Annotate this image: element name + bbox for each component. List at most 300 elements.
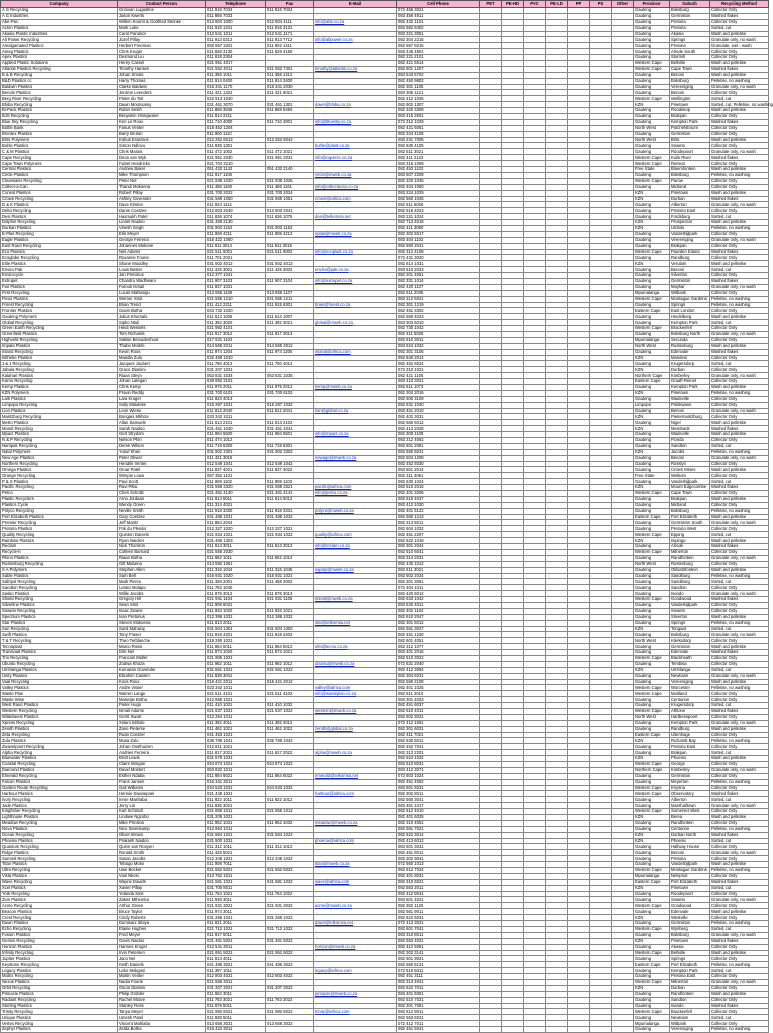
- cell-province[interactable]: North West: [634, 561, 670, 567]
- cell-company[interactable]: Horizon Plastics: [1, 944, 118, 950]
- cell-province[interactable]: Gauteng: [634, 997, 670, 1003]
- cell-suburb[interactable]: Benoni: [670, 90, 710, 96]
- cell-fax[interactable]: 012 804 4111: [266, 19, 314, 25]
- cell-province[interactable]: KZN: [634, 832, 670, 838]
- cell-telephone[interactable]: 031 451 1040: [206, 426, 266, 432]
- cell-telephone[interactable]: 033 342 1011: [206, 414, 266, 420]
- cell-contact-person[interactable]: Werner Smit: [118, 296, 206, 302]
- cell-cell-phone[interactable]: 083 314 2031: [397, 555, 480, 561]
- cell-telephone[interactable]: 011 812 2040: [206, 408, 266, 414]
- cell-recycling-method[interactable]: Granulate only, no wash: [710, 632, 769, 638]
- cell-contact-person[interactable]: Wimpie Louw: [118, 473, 206, 479]
- cell-recycling-method[interactable]: Wash and pelletise: [710, 514, 769, 520]
- cell-recycling-method[interactable]: Collector Only: [710, 379, 769, 385]
- cell-province[interactable]: Gauteng: [634, 956, 670, 962]
- cell-contact-person[interactable]: Gert Strydom: [118, 432, 206, 438]
- cell-recycling-method[interactable]: Wash and pelletise: [710, 726, 769, 732]
- cell-recycling-method[interactable]: Granulate only, no wash: [710, 555, 769, 561]
- cell-email[interactable]: brian@forest.co.za: [314, 302, 397, 308]
- cell-cell-phone[interactable]: 083 310 8011: [397, 932, 480, 938]
- cell-company[interactable]: Elite Plastics: [1, 261, 118, 267]
- cell-recycling-method[interactable]: Collector Only: [710, 561, 769, 567]
- cell-recycling-method[interactable]: Wash and pelletise: [710, 467, 769, 473]
- cell-telephone[interactable]: 023 342 1011: [206, 685, 266, 691]
- cell-company[interactable]: Eco Plastics: [1, 249, 118, 255]
- cell-suburb[interactable]: Welkom: [670, 473, 710, 479]
- cell-province[interactable]: KZN: [634, 626, 670, 632]
- cell-province[interactable]: Gauteng: [634, 573, 670, 579]
- cell-cell-phone[interactable]: 082 510 6041: [397, 549, 480, 555]
- cell-province[interactable]: Western Cape: [634, 868, 670, 874]
- cell-company[interactable]: Metro Plastics: [1, 420, 118, 426]
- cell-email[interactable]: global@mweb.co.za: [314, 320, 397, 326]
- cell-cell-phone[interactable]: 082 404 1050: [397, 184, 480, 190]
- cell-cell-phone[interactable]: 082 451 6037: [397, 703, 480, 709]
- cell-suburb[interactable]: Klerksdorp: [670, 638, 710, 644]
- cell-contact-person[interactable]: Koos Roux: [118, 679, 206, 685]
- cell-contact-person[interactable]: Wendy Green: [118, 502, 206, 508]
- cell-recycling-method[interactable]: Collector Only: [710, 661, 769, 667]
- cell-company[interactable]: Global Recycling: [1, 320, 118, 326]
- cell-company[interactable]: Central Plastics: [1, 167, 118, 173]
- cell-telephone[interactable]: 021 712 1021: [206, 926, 266, 932]
- cell-email[interactable]: trinity@iafrica.com: [314, 1009, 397, 1015]
- cell-recycling-method[interactable]: Wash and pelletise: [710, 167, 769, 173]
- cell-contact-person[interactable]: Lara Kruger: [118, 396, 206, 402]
- cell-suburb[interactable]: Isipingo: [670, 538, 710, 544]
- cell-cell-phone[interactable]: 082 622 1018: [397, 538, 480, 544]
- cell-province[interactable]: Gauteng: [634, 720, 670, 726]
- cell-cell-phone[interactable]: 082 312 4108: [397, 249, 480, 255]
- cell-fax[interactable]: 011 915 6301: [266, 302, 314, 308]
- cell-email[interactable]: harbour@iafrica.com: [314, 791, 397, 797]
- cell-company[interactable]: Jabula Recycling: [1, 367, 118, 373]
- cell-suburb[interactable]: Pretoria: [670, 25, 710, 31]
- cell-recycling-method[interactable]: Collector Only: [710, 655, 769, 661]
- cell-telephone[interactable]: 021 637 1021: [206, 708, 266, 714]
- cell-province[interactable]: Gauteng: [634, 591, 670, 597]
- cell-province[interactable]: KZN: [634, 815, 670, 821]
- cell-contact-person[interactable]: Zelda Botha: [118, 1027, 206, 1033]
- cell-fax[interactable]: 031 504 1302: [266, 626, 314, 632]
- cell-contact-person[interactable]: Marietjie Botha: [118, 697, 206, 703]
- cell-suburb[interactable]: Observatory: [670, 791, 710, 797]
- cell-company[interactable]: Forest Recycling: [1, 302, 118, 308]
- cell-telephone[interactable]: 022 913 1040: [206, 96, 266, 102]
- cell-recycling-method[interactable]: Washed flakes: [710, 278, 769, 284]
- cell-company[interactable]: Diamond Plastics: [1, 767, 118, 773]
- cell-contact-person[interactable]: Xolani Sithole: [118, 720, 206, 726]
- cell-cell-phone[interactable]: 082 902 1307: [397, 102, 480, 108]
- cell-fax[interactable]: 031 700 2024: [266, 190, 314, 196]
- cell-contact-person[interactable]: Irene Mashaba: [118, 797, 206, 803]
- cell-suburb[interactable]: Kuils River: [670, 155, 710, 161]
- cell-company[interactable]: Circle Plastics: [1, 172, 118, 178]
- cell-fax[interactable]: 012 327 1021: [266, 526, 314, 532]
- cell-cell-phone[interactable]: 083 445 4901: [397, 49, 480, 55]
- cell-cell-phone[interactable]: 082 511 3021: [397, 149, 480, 155]
- cell-cell-phone[interactable]: 082 451 8011: [397, 850, 480, 856]
- cell-company[interactable]: Eagle Plastics: [1, 237, 118, 243]
- cell-contact-person[interactable]: Johannes Mokone: [118, 243, 206, 249]
- cell-contact-person[interactable]: Harry Thomas: [118, 78, 206, 84]
- cell-suburb[interactable]: Vereeniging: [670, 84, 710, 90]
- cell-suburb[interactable]: Pretoria East: [670, 974, 710, 980]
- cell-recycling-method[interactable]: Washed flakes: [710, 426, 769, 432]
- cell-cell-phone[interactable]: 082 221 2101: [397, 55, 480, 61]
- cell-contact-person[interactable]: Arno Jordaan: [118, 496, 206, 502]
- cell-suburb[interactable]: Fordsburg: [670, 214, 710, 220]
- cell-suburb[interactable]: Boksburg: [670, 78, 710, 84]
- cell-telephone[interactable]: 011 975 2011: [206, 385, 266, 391]
- cell-telephone[interactable]: 021 855 1011: [206, 809, 266, 815]
- cell-contact-person[interactable]: Barry Bruton: [118, 131, 206, 137]
- cell-email[interactable]: enviro@pak.co.za: [314, 267, 397, 273]
- cell-recycling-method[interactable]: Washed flakes: [710, 1003, 769, 1009]
- cell-suburb[interactable]: Germiston: [670, 278, 710, 284]
- cell-company[interactable]: E-Plas Recycling: [1, 231, 118, 237]
- cell-province[interactable]: Western Cape: [634, 691, 670, 697]
- cell-recycling-method[interactable]: Collector Only: [710, 367, 769, 373]
- cell-recycling-method[interactable]: Granulate only, no wash: [710, 520, 769, 526]
- cell-cell-phone[interactable]: 082 510 2016: [397, 485, 480, 491]
- cell-cell-phone[interactable]: 072 310 1021: [397, 367, 480, 373]
- cell-province[interactable]: Gauteng: [634, 1015, 670, 1021]
- cell-province[interactable]: Eastern Cape: [634, 514, 670, 520]
- cell-contact-person[interactable]: Danie Coetzee: [118, 208, 206, 214]
- cell-fax[interactable]: 014 565 2012: [266, 343, 314, 349]
- cell-province[interactable]: Gauteng: [634, 1027, 670, 1033]
- cell-suburb[interactable]: Vanderbijlpark: [670, 862, 710, 868]
- cell-recycling-method[interactable]: Collector Only: [710, 697, 769, 703]
- cell-contact-person[interactable]: Elaine Hughes: [118, 926, 206, 932]
- cell-contact-person[interactable]: Susan Jacobs: [118, 856, 206, 862]
- cell-recycling-method[interactable]: Pelletise, no washing: [710, 685, 769, 691]
- cell-company[interactable]: Polyco Recycling: [1, 508, 118, 514]
- cell-fax[interactable]: 011 811 3015: [266, 243, 314, 249]
- cell-telephone[interactable]: 031 205 1021: [206, 815, 266, 821]
- cell-fax[interactable]: 031 451 1041: [266, 426, 314, 432]
- cell-suburb[interactable]: Uitenhage: [670, 732, 710, 738]
- cell-telephone[interactable]: 021 511 6001: [206, 249, 266, 255]
- cell-recycling-method[interactable]: Collector Only: [710, 131, 769, 137]
- cell-fax[interactable]: 011 828 4150: [266, 49, 314, 55]
- cell-contact-person[interactable]: Roxanne Fourie: [118, 255, 206, 261]
- cell-cell-phone[interactable]: 082 563 6021: [397, 1015, 480, 1021]
- cell-province[interactable]: KZN: [634, 938, 670, 944]
- cell-company[interactable]: Falcon Plastics: [1, 779, 118, 785]
- cell-province[interactable]: Gauteng: [634, 856, 670, 862]
- cell-province[interactable]: Gauteng: [634, 579, 670, 585]
- cell-contact-person[interactable]: Nadia Fourie: [118, 979, 206, 985]
- cell-suburb[interactable]: Cape Town: [670, 66, 710, 72]
- cell-contact-person[interactable]: Leon Wiese: [118, 408, 206, 414]
- cell-email[interactable]: dawn@bhiba.co.za: [314, 102, 397, 108]
- cell-company[interactable]: Lark Plastics: [1, 396, 118, 402]
- cell-province[interactable]: Gauteng: [634, 25, 670, 31]
- cell-contact-person[interactable]: Esther Ndaba: [118, 773, 206, 779]
- cell-contact-person[interactable]: Lucas Mahlangu: [118, 290, 206, 296]
- cell-telephone[interactable]: 011 814 2211: [206, 114, 266, 120]
- cell-cell-phone[interactable]: 082 412 3054: [397, 667, 480, 673]
- cell-fax[interactable]: 011 876 3013: [266, 591, 314, 597]
- cell-fax[interactable]: 011 918 3331: [266, 508, 314, 514]
- cell-province[interactable]: KZN: [634, 738, 670, 744]
- cell-province[interactable]: KZN: [634, 915, 670, 921]
- cell-province[interactable]: Northern Cape: [634, 373, 670, 379]
- cell-telephone[interactable]: 031 700 8011: [206, 885, 266, 891]
- cell-suburb[interactable]: Pretoria: [670, 19, 710, 25]
- cell-company[interactable]: Xcel Plastics: [1, 885, 118, 891]
- cell-province[interactable]: Western Cape: [634, 66, 670, 72]
- cell-province[interactable]: Gauteng: [634, 608, 670, 614]
- cell-company[interactable]: Impala Plastics: [1, 343, 118, 349]
- cell-fax[interactable]: 016 421 2012: [266, 679, 314, 685]
- cell-telephone[interactable]: 011 824 1114: [206, 202, 266, 208]
- cell-company[interactable]: Apex Plastics: [1, 55, 118, 61]
- cell-cell-phone[interactable]: 082 310 4051: [397, 820, 480, 826]
- cell-suburb[interactable]: Newtown: [670, 673, 710, 679]
- cell-cell-phone[interactable]: 082 630 4105: [397, 143, 480, 149]
- cell-contact-person[interactable]: Gail Williams: [118, 785, 206, 791]
- cell-contact-person[interactable]: Simon Ndlovu: [118, 143, 206, 149]
- cell-contact-person[interactable]: Gavin Botha: [118, 308, 206, 314]
- cell-suburb[interactable]: Parow: [670, 178, 710, 184]
- cell-telephone[interactable]: 011 813 2011: [206, 620, 266, 626]
- cell-recycling-method[interactable]: Collector Only: [710, 255, 769, 261]
- cell-province[interactable]: Gauteng: [634, 420, 670, 426]
- cell-telephone[interactable]: 012 803 4021: [206, 974, 266, 980]
- cell-cell-phone[interactable]: 082 304 5031: [397, 673, 480, 679]
- cell-telephone[interactable]: 011 314 4021: [206, 502, 266, 508]
- cell-recycling-method[interactable]: Pelletise, no washing: [710, 826, 769, 832]
- cell-recycling-method[interactable]: Collector Only: [710, 785, 769, 791]
- cell-province[interactable]: Gauteng: [634, 703, 670, 709]
- cell-fax[interactable]: 021 552 5022: [266, 868, 314, 874]
- cell-recycling-method[interactable]: Collector Only: [710, 915, 769, 921]
- header-suburb[interactable]: Suburb: [670, 1, 710, 8]
- cell-email[interactable]: pinnacle@mweb.co.za: [314, 991, 397, 997]
- cell-company[interactable]: Keystone Recycling: [1, 962, 118, 968]
- cell-province[interactable]: Northern Cape: [634, 767, 670, 773]
- cell-recycling-method[interactable]: Collector Only: [710, 873, 769, 879]
- cell-cell-phone[interactable]: 082 432 1101: [397, 19, 480, 25]
- cell-province[interactable]: Gauteng: [634, 284, 670, 290]
- cell-contact-person[interactable]: Johan Smuts: [118, 72, 206, 78]
- cell-telephone[interactable]: 011 783 1040: [206, 585, 266, 591]
- cell-telephone[interactable]: 031 579 1031: [206, 756, 266, 762]
- cell-cell-phone[interactable]: 082 313 6011: [397, 520, 480, 526]
- cell-province[interactable]: Gauteng: [634, 37, 670, 43]
- cell-recycling-method[interactable]: Collector Only: [710, 985, 769, 991]
- cell-suburb[interactable]: Durban: [670, 196, 710, 202]
- cell-company[interactable]: P & S Plastics: [1, 479, 118, 485]
- cell-telephone[interactable]: 011 952 1031: [206, 820, 266, 826]
- cell-cell-phone[interactable]: 082 401 3206: [397, 491, 480, 497]
- cell-contact-person[interactable]: Zakes Mthembu: [118, 897, 206, 903]
- cell-province[interactable]: Gauteng: [634, 331, 670, 337]
- cell-contact-person[interactable]: Dirk Nel: [118, 650, 206, 656]
- cell-cell-phone[interactable]: 082 630 5011: [397, 738, 480, 744]
- cell-fax[interactable]: 011 918 4402: [266, 632, 314, 638]
- cell-contact-person[interactable]: Faizel Hendricks: [118, 161, 206, 167]
- cell-company[interactable]: Nexus Plastics: [1, 979, 118, 985]
- cell-cell-phone[interactable]: 082 451 4062: [397, 779, 480, 785]
- cell-recycling-method[interactable]: Collector Only: [710, 355, 769, 361]
- cell-contact-person[interactable]: Solly Maluleke: [118, 402, 206, 408]
- cell-company[interactable]: N & P Recycling: [1, 438, 118, 444]
- cell-company[interactable]: Kalahari Plastics: [1, 373, 118, 379]
- cell-suburb[interactable]: Stormill: [670, 55, 710, 61]
- cell-suburb[interactable]: Umhlanga: [670, 667, 710, 673]
- cell-cell-phone[interactable]: 082 602 3021: [397, 714, 480, 720]
- cell-telephone[interactable]: 011 908 7011: [206, 862, 266, 868]
- cell-cell-phone[interactable]: 082 313 4041: [397, 979, 480, 985]
- cell-contact-person[interactable]: Dumisani Sibiya: [118, 921, 206, 927]
- cell-suburb[interactable]: Vereeniging: [670, 679, 710, 685]
- cell-recycling-method[interactable]: Washed flakes: [710, 879, 769, 885]
- cell-contact-person[interactable]: Ravi Pillai: [118, 485, 206, 491]
- cell-telephone[interactable]: 035 789 1041: [206, 738, 266, 744]
- cell-recycling-method[interactable]: Collector Only: [710, 308, 769, 314]
- cell-cell-phone[interactable]: 082 311 4061: [397, 473, 480, 479]
- cell-company[interactable]: Ameg Plastics: [1, 49, 118, 55]
- cell-province[interactable]: Gauteng: [634, 455, 670, 461]
- cell-suburb[interactable]: Randburg: [670, 255, 710, 261]
- cell-company[interactable]: Kingfisher Recycling: [1, 809, 118, 815]
- cell-province[interactable]: Gauteng: [634, 231, 670, 237]
- cell-telephone[interactable]: 032 459 1010: [206, 355, 266, 361]
- cell-province[interactable]: Eastern Cape: [634, 308, 670, 314]
- cell-contact-person[interactable]: Oscar Dlamini: [118, 985, 206, 991]
- cell-suburb[interactable]: Pinetown: [670, 102, 710, 108]
- cell-recycling-method[interactable]: Collector Only: [710, 638, 769, 644]
- cell-recycling-method[interactable]: Wash and pelletise: [710, 420, 769, 426]
- cell-company[interactable]: Radiant Recycling: [1, 997, 118, 1003]
- cell-pvc[interactable]: [524, 1027, 546, 1033]
- cell-company[interactable]: Soweto Recycling: [1, 608, 118, 614]
- cell-recycling-method[interactable]: Pelletise, no washing: [710, 508, 769, 514]
- cell-province[interactable]: KZN: [634, 225, 670, 231]
- cell-company[interactable]: Natal Polymers: [1, 449, 118, 455]
- cell-province[interactable]: Western Cape: [634, 785, 670, 791]
- cell-fax[interactable]: 031 903 1153: [266, 225, 314, 231]
- cell-recycling-method[interactable]: Sorted, cut: [710, 797, 769, 803]
- cell-telephone[interactable]: 031 461 3070: [206, 102, 266, 108]
- cell-company[interactable]: Zulu Plastics: [1, 738, 118, 744]
- cell-cell-phone[interactable]: 082 510 7021: [397, 997, 480, 1003]
- cell-province[interactable]: Gauteng: [634, 502, 670, 508]
- cell-contact-person[interactable]: Gerrit Swart: [118, 714, 206, 720]
- cell-contact-person[interactable]: Vusi Nkosi: [118, 873, 206, 879]
- cell-province[interactable]: Western Cape: [634, 155, 670, 161]
- cell-contact-person[interactable]: Arthur Green: [118, 903, 206, 909]
- cell-recycling-method[interactable]: Pelletise, no washing: [710, 302, 769, 308]
- cell-telephone[interactable]: 011 421 1322: [206, 90, 266, 96]
- cell-company[interactable]: Summit Recycling: [1, 856, 118, 862]
- cell-contact-person[interactable]: Grace Dlamini: [118, 367, 206, 373]
- cell-company[interactable]: Amalgamated Plastics: [1, 43, 118, 49]
- cell-telephone[interactable]: 031 561 1021: [206, 667, 266, 673]
- cell-cell-phone[interactable]: 082 331 1014: [397, 278, 480, 284]
- cell-cell-phone[interactable]: 082 633 1042: [397, 597, 480, 603]
- cell-province[interactable]: North West: [634, 714, 670, 720]
- cell-suburb[interactable]: Springs: [670, 302, 710, 308]
- cell-recycling-method[interactable]: Pelletise, no washing: [710, 868, 769, 874]
- cell-cell-phone[interactable]: 082 601 4051: [397, 638, 480, 644]
- cell-email[interactable]: emerald@telkomsa.net: [314, 773, 397, 779]
- cell-suburb[interactable]: Rustenburg: [670, 343, 710, 349]
- cell-suburb[interactable]: Benoni: [670, 455, 710, 461]
- cell-contact-person[interactable]: Vinesh Singh: [118, 225, 206, 231]
- cell-fax[interactable]: 031 502 4013: [266, 261, 314, 267]
- cell-cell-phone[interactable]: 082 301 3105: [397, 349, 480, 355]
- cell-contact-person[interactable]: Henry Cassel: [118, 61, 206, 67]
- cell-cell-phone[interactable]: 072 412 7011: [397, 1021, 480, 1027]
- cell-contact-person[interactable]: Isaac Zwane: [118, 608, 206, 614]
- cell-telephone[interactable]: 021 552 5021: [206, 868, 266, 874]
- cell-province[interactable]: Gauteng: [634, 650, 670, 656]
- cell-fax[interactable]: 011 312 1012: [266, 844, 314, 850]
- cell-cell-phone[interactable]: 082 612 4010: [397, 809, 480, 815]
- cell-suburb[interactable]: Midrand: [670, 184, 710, 190]
- cell-contact-person[interactable]: Andries Ferreira: [118, 750, 206, 756]
- cell-suburb[interactable]: Vanderbijlpark: [670, 479, 710, 485]
- cell-fax[interactable]: 051 432 2140: [266, 167, 314, 173]
- cell-suburb[interactable]: Sandton: [670, 585, 710, 591]
- cell-cell-phone[interactable]: 082 612 7024: [397, 868, 480, 874]
- cell-province[interactable]: Gauteng: [634, 697, 670, 703]
- cell-telephone[interactable]: 011 838 3041: [206, 673, 266, 679]
- cell-province[interactable]: Gauteng: [634, 273, 670, 279]
- cell-contact-person[interactable]: Louis Bester: [118, 267, 206, 273]
- cell-recycling-method[interactable]: Wash and pelletise: [710, 679, 769, 685]
- cell-company[interactable]: Plastics Cycle: [1, 502, 118, 508]
- cell-suburb[interactable]: Midrand: [670, 502, 710, 508]
- cell-telephone[interactable]: 011 462 1021: [206, 726, 266, 732]
- cell-cell-phone[interactable]: 083 520 4011: [397, 602, 480, 608]
- cell-cell-phone[interactable]: 082 610 4037: [397, 496, 480, 502]
- cell-suburb[interactable]: Phoenix: [670, 838, 710, 844]
- cell-recycling-method[interactable]: Washed flakes: [710, 938, 769, 944]
- cell-recycling-method[interactable]: Collector Only: [710, 396, 769, 402]
- cell-province[interactable]: Gauteng: [634, 114, 670, 120]
- cell-province[interactable]: Gauteng: [634, 119, 670, 125]
- cell-province[interactable]: KZN: [634, 367, 670, 373]
- cell-company[interactable]: Harbour Plastics: [1, 791, 118, 797]
- cell-suburb[interactable]: Boksburg: [670, 932, 710, 938]
- cell-fax[interactable]: 021 951 5022: [266, 950, 314, 956]
- cell-suburb[interactable]: Germiston South: [670, 520, 710, 526]
- cell-recycling-method[interactable]: Sorted, cut: [710, 443, 769, 449]
- cell-suburb[interactable]: Goodwood: [670, 597, 710, 603]
- cell-company[interactable]: Desi Plastics: [1, 214, 118, 220]
- cell-company[interactable]: Acton Plastics: [1, 25, 118, 31]
- cell-fax[interactable]: 041 486 3022: [266, 962, 314, 968]
- cell-telephone[interactable]: 011 864 2044: [206, 520, 266, 526]
- cell-contact-person[interactable]: Lerato Molapo: [118, 585, 206, 591]
- cell-recycling-method[interactable]: Collector Only: [710, 856, 769, 862]
- cell-suburb[interactable]: Kempton Park: [670, 119, 710, 125]
- cell-fax[interactable]: 011 764 1022: [266, 891, 314, 897]
- cell-recycling-method[interactable]: Washed flakes: [710, 791, 769, 797]
- cell-recycling-method[interactable]: Collector Only: [710, 691, 769, 697]
- cell-recycling-method[interactable]: Sorted, cut: [710, 361, 769, 367]
- cell-suburb[interactable]: Boksburg: [670, 632, 710, 638]
- cell-contact-person[interactable]: Riaan Botha: [118, 555, 206, 561]
- cell-province[interactable]: Gauteng: [634, 432, 670, 438]
- cell-telephone[interactable]: 021 461 4140: [206, 491, 266, 497]
